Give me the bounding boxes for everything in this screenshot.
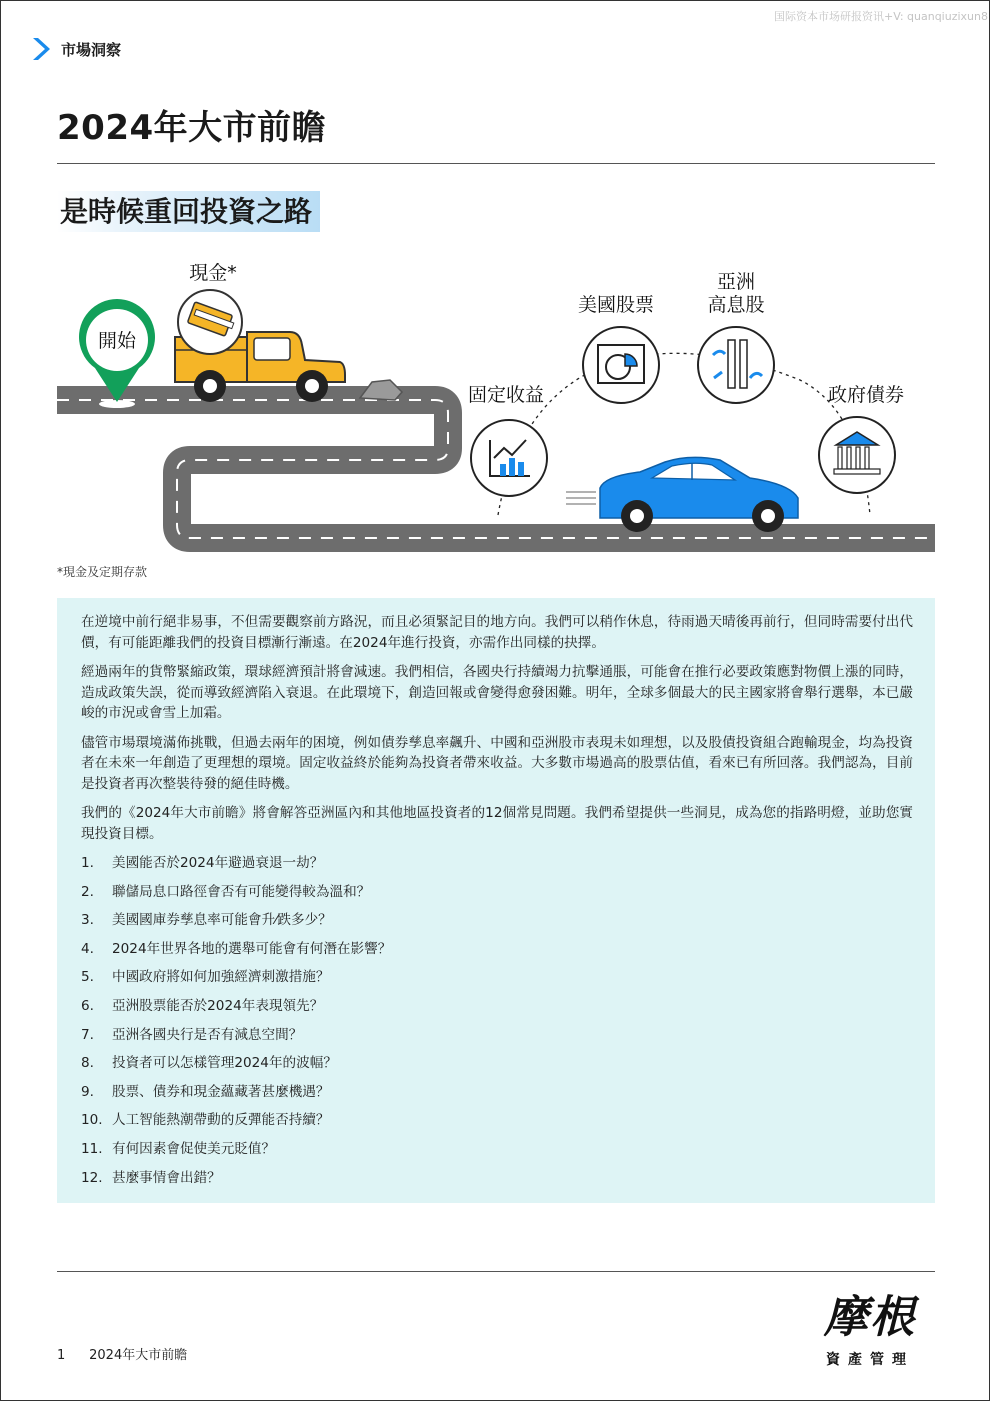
list-item: 9. 股票、債券和現金蘊藏著甚麼機遇？ — [81, 1083, 330, 1100]
asia-dividend-label-line2: 高息股 — [707, 294, 765, 316]
rocks-icon — [360, 380, 402, 400]
list-item: 4. 2024年世界各地的選舉可能會有何潛在影響？ — [81, 940, 392, 957]
section-label: 市場洞察 — [61, 40, 122, 59]
government-bonds-label: 政府債券 — [827, 384, 905, 406]
company-logo — [815, 1293, 925, 1378]
footer-doc-title: 2024年大市前瞻 — [89, 1348, 188, 1363]
list-item: 3. 美國國庫券孳息率可能會升⁄跌多少？ — [81, 912, 332, 929]
page-number: 1 — [57, 1348, 66, 1363]
footer-divider — [57, 1271, 935, 1272]
list-item: 10. 人工智能熱潮帶動的反彈能否持續？ — [81, 1112, 330, 1129]
intro-paragraph: 儘管市場環境滿佈挑戰，但過去兩年的困境，例如債券孳息率飆升、中國和亞洲股市表現未如理想，以及股債投資組合跑輸現金，均為投資者在未來一年創造了更理想的環境。固定收益終於能夠為投資者帶來收益。大多數市場過高的股票估值，看來已有所回落。我們認為，目前是投資者再次整裝待發的絕佳時機。 — [81, 734, 913, 792]
section-tag — [30, 36, 121, 62]
list-item: 2. 聯儲局息口路徑會否有可能變得較為溫和？ — [81, 883, 371, 900]
us-equities-label: 美國股票 — [577, 294, 655, 316]
cash-label: 現金* — [189, 262, 237, 284]
intro-box — [57, 598, 935, 1203]
chevron-right-icon — [30, 36, 52, 62]
government-bonds-icon — [819, 417, 895, 493]
logo-sub: 資產管理 — [826, 1352, 914, 1368]
intro-paragraph: 在逆境中前行絕非易事，不但需要觀察前方路況，而且必須緊記目的地方向。我們可以稍作休息，待雨過天晴後再前行，但同時需要付出代價，有可能距離我們的投資目標漸行漸遠。在2024年進行投資，亦需作出同樣的抉擇。 — [81, 614, 913, 651]
fixed-income-icon — [471, 420, 547, 496]
list-item: 7. 亞洲各國央行是否有減息空間？ — [81, 1026, 303, 1043]
page-title: 2024年大市前瞻 — [57, 108, 327, 148]
list-item: 12. 甚麼事情會出錯？ — [81, 1169, 221, 1186]
footnote: *現金及定期存款 — [57, 565, 148, 579]
truck-icon — [175, 290, 345, 402]
list-item: 11. 有何因素會促使美元貶值？ — [81, 1140, 276, 1157]
car-icon — [566, 457, 798, 532]
start-label: 開始 — [97, 330, 137, 352]
us-equities-icon — [583, 327, 659, 403]
list-item: 1. 美國能否於2024年避過衰退一劫？ — [81, 855, 324, 871]
intro-paragraph: 經過兩年的貨幣緊縮政策，環球經濟預計將會減速。我們相信，各國央行持續竭力抗擊通脹，可能會在推行必要政策應對物價上漲的同時，造成政策失誤，從而導致經濟陷入衰退。在此環境下，創造回報或會變得愈發困難。明年，全球多個最大的民主國家將會舉行選舉，本已嚴峻的市況或會雪上加霜。 — [81, 664, 913, 721]
investment-road-illustration — [0, 250, 992, 560]
watermark: 国际资本市场研报资讯+V: quanqiuzixun8 — [773, 10, 988, 23]
footer — [57, 1344, 187, 1363]
question-list — [81, 853, 913, 1188]
logo-main: 摩根 — [824, 1292, 916, 1343]
intro-paragraph: 我們的《2024年大市前瞻》將會解答亞洲區內和其他地區投資者的12個常見問題。我們希望提供一些洞見，成為您的指路明燈，並助您實現投資目標。 — [81, 805, 913, 842]
list-item: 8. 投資者可以怎樣管理2024年的波幅？ — [81, 1055, 337, 1072]
fixed-income-label: 固定收益 — [467, 384, 545, 406]
list-item: 5. 中國政府將如何加強經濟刺激措施？ — [81, 969, 330, 986]
subtitle: 是時候重回投資之路 — [57, 191, 320, 232]
title-divider — [57, 163, 935, 164]
asia-dividend-icon — [698, 327, 774, 403]
list-item: 6. 亞洲股票能否於2024年表現領先？ — [81, 997, 324, 1014]
asia-dividend-label-line1: 亞洲 — [716, 271, 756, 293]
